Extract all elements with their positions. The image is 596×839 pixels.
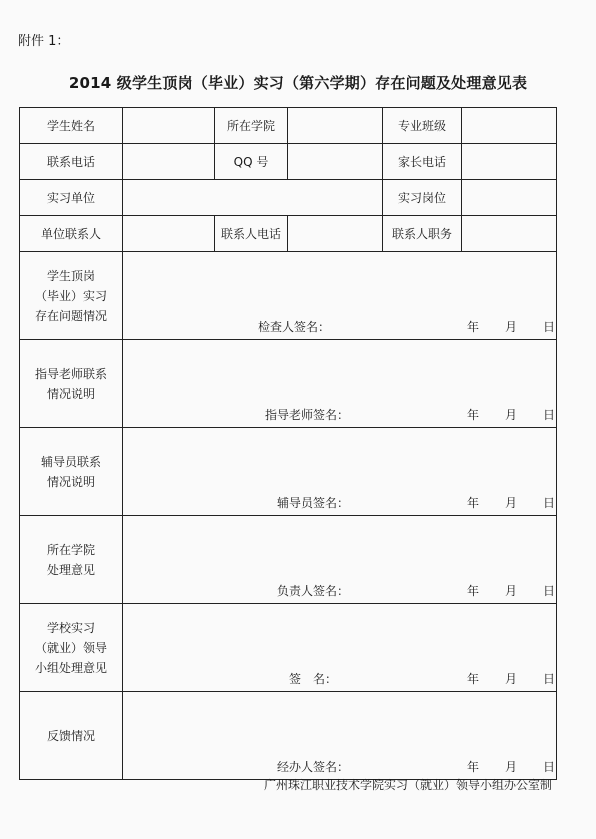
college-label: 所在学院 [215, 108, 288, 144]
section-label-line: （就业）领导 [34, 640, 107, 655]
section-label-line: 所在学院 [46, 542, 95, 557]
section-label-line: 情况说明 [46, 474, 95, 489]
section-label-line: 学校实习 [46, 620, 95, 635]
section-label [20, 692, 123, 780]
row-contact-info [20, 144, 557, 180]
month-label: 月 [505, 408, 518, 422]
month-label: 月 [505, 584, 518, 598]
student-name-label: 学生姓名 [20, 108, 123, 144]
section-label-line: 情况说明 [46, 386, 95, 401]
feedback-form-table [19, 107, 557, 780]
section-row [20, 428, 557, 516]
row-intern-unit [20, 180, 557, 216]
month-label: 月 [505, 320, 518, 334]
contact-title-field[interactable] [462, 216, 557, 252]
phone-field[interactable] [123, 144, 215, 180]
contact-phone-field[interactable] [288, 216, 383, 252]
major-class-label: 专业班级 [383, 108, 462, 144]
year-label: 年 [467, 496, 480, 510]
year-label: 年 [467, 320, 480, 334]
contact-title-label: 联系人职务 [383, 216, 462, 252]
day-label: 日 [543, 760, 556, 774]
parent-phone-field[interactable] [462, 144, 557, 180]
row-unit-contact [20, 216, 557, 252]
day-label: 日 [543, 584, 556, 598]
phone-label: 联系电话 [20, 144, 123, 180]
section-content-field[interactable] [123, 340, 557, 428]
section-label [20, 340, 123, 428]
section-label [20, 252, 123, 340]
section-label-line: 存在问题情况 [34, 308, 107, 323]
section-content-field[interactable] [123, 692, 557, 780]
intern-unit-label: 实习单位 [20, 180, 123, 216]
month-label: 月 [505, 760, 518, 774]
intern-post-label: 实习岗位 [383, 180, 462, 216]
month-label: 月 [505, 496, 518, 510]
section-content-field[interactable] [123, 516, 557, 604]
section-label-line: 辅导员联系 [40, 454, 101, 469]
signer-label: 检查人签名： [258, 320, 331, 334]
year-label: 年 [467, 584, 480, 598]
section-label [20, 428, 123, 516]
section-row [20, 516, 557, 604]
student-name-field[interactable] [123, 108, 215, 144]
day-label: 日 [543, 496, 556, 510]
section-label [20, 604, 123, 692]
attachment-label: 附件 1： [18, 34, 70, 49]
section-content-field[interactable] [123, 252, 557, 340]
section-label-line: （毕业）实习 [34, 288, 107, 303]
form-title: 2014 级学生顶岗（毕业）实习（第六学期）存在问题及处理意见表 [68, 74, 528, 92]
section-row [20, 340, 557, 428]
signer-label: 负责人签名： [277, 584, 350, 598]
signer-label: 辅导员签名： [277, 496, 350, 510]
footer-issuer: 广州珠江职业技术学院实习（就业）领导小组办公室制 [263, 778, 552, 792]
section-label [20, 516, 123, 604]
month-label: 月 [505, 672, 518, 686]
major-class-field[interactable] [462, 108, 557, 144]
year-label: 年 [467, 408, 480, 422]
section-label-line: 小组处理意见 [34, 660, 107, 675]
parent-phone-label: 家长电话 [383, 144, 462, 180]
college-field[interactable] [288, 108, 383, 144]
year-label: 年 [467, 672, 480, 686]
section-content-field[interactable] [123, 428, 557, 516]
section-row [20, 252, 557, 340]
signer-label: 签 名： [289, 672, 338, 686]
section-label-line: 处理意见 [46, 562, 95, 577]
intern-unit-field[interactable] [123, 180, 383, 216]
unit-contact-label: 单位联系人 [20, 216, 123, 252]
signer-label: 经办人签名： [277, 760, 350, 774]
section-row [20, 692, 557, 780]
year-label: 年 [467, 760, 480, 774]
section-label-line: 学生顶岗 [46, 268, 95, 283]
section-row [20, 604, 557, 692]
section-label-line: 反馈情况 [46, 728, 95, 743]
contact-phone-label: 联系人电话 [215, 216, 288, 252]
section-label-line: 指导老师联系 [34, 366, 107, 381]
day-label: 日 [543, 408, 556, 422]
intern-post-field[interactable] [462, 180, 557, 216]
qq-label: QQ 号 [215, 144, 288, 180]
unit-contact-field[interactable] [123, 216, 215, 252]
day-label: 日 [543, 320, 556, 334]
row-student-info [20, 108, 557, 144]
qq-field[interactable] [288, 144, 383, 180]
section-content-field[interactable] [123, 604, 557, 692]
signer-label: 指导老师签名： [265, 408, 350, 422]
day-label: 日 [543, 672, 556, 686]
